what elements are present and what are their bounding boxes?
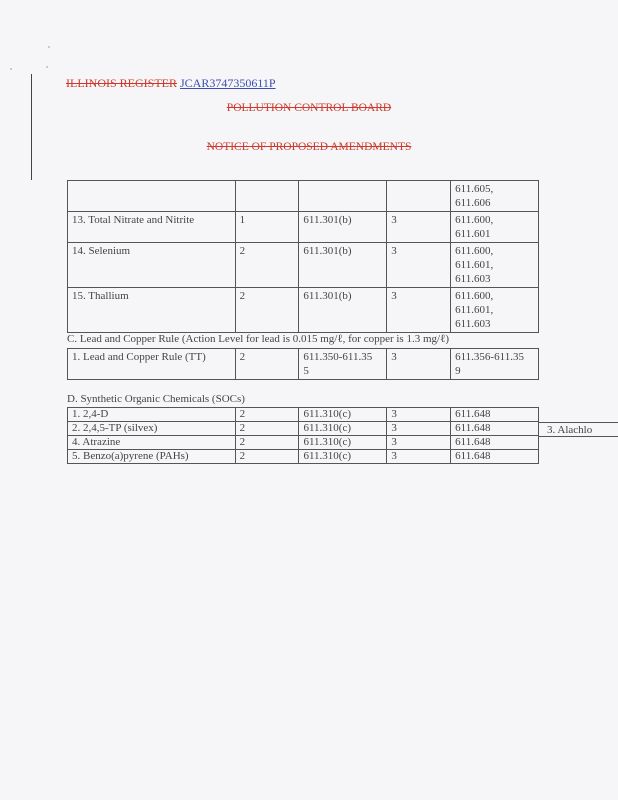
table-row (68, 422, 539, 436)
table-row (68, 349, 539, 380)
table-cell-col3: 611.301(b) (299, 288, 387, 333)
table-cell-name: 13. Total Nitrate and Nitrite (68, 212, 236, 243)
table-row (68, 408, 539, 422)
table-cell-col2 (235, 181, 299, 212)
table-cell-col5: 611.648 (451, 450, 539, 464)
board-heading: POLLUTION CONTROL BOARD (226, 102, 392, 114)
table-cell-col4: 3 (387, 243, 451, 288)
notice-heading: NOTICE OF PROPOSED AMENDMENTS (206, 141, 412, 153)
table-row (68, 243, 539, 288)
table-cell-col5: 611.600, 611.601, 611.603 (451, 243, 539, 288)
table-row (68, 212, 539, 243)
table-cell-col4 (387, 181, 451, 212)
table-row (68, 450, 539, 464)
table-cell-col4: 3 (387, 349, 451, 380)
table-cell-col5: 611.600, 611.601, 611.603 (451, 288, 539, 333)
table-row (68, 436, 539, 450)
table-cell-name: 1. Lead and Copper Rule (TT) (68, 349, 236, 380)
table-cell-col4: 3 (387, 450, 451, 464)
table-cell-col2: 2 (235, 422, 299, 436)
table-cell-name: 2. 2,4,5-TP (silvex) (68, 422, 236, 436)
section-c-heading: C. Lead and Copper Rule (Action Level for lead is 0.015 mg/ℓ, for copper is 1.3 mg/ℓ) (67, 333, 450, 345)
table-cell-col4: 3 (387, 408, 451, 422)
table-row (68, 181, 539, 212)
revision-margin-bar (31, 74, 32, 180)
table-cell-col3: 611.310(c) (299, 422, 387, 436)
lead-copper-table (67, 348, 539, 380)
table-cell-col3 (299, 181, 387, 212)
table-cell-name (68, 181, 236, 212)
table-cell-col4: 3 (387, 436, 451, 450)
table-cell-col2: 2 (235, 436, 299, 450)
stray-table-cell: 3. Alachlo (538, 422, 618, 437)
table-cell-col4: 3 (387, 212, 451, 243)
table-cell-col2: 2 (235, 349, 299, 380)
table-cell-name: 15. Thallium (68, 288, 236, 333)
table-cell-col3: 611.350-611.35 5 (299, 349, 387, 380)
register-inserted-text: JCAR3747350611P (180, 76, 276, 90)
table-cell-name: 1. 2,4-D (68, 408, 236, 422)
table-cell-col2: 2 (235, 288, 299, 333)
scan-speck (46, 66, 48, 68)
scan-speck (10, 68, 12, 70)
table-cell-name: 14. Selenium (68, 243, 236, 288)
table-cell-col3: 611.301(b) (299, 243, 387, 288)
table-cell-col5: 611.648 (451, 408, 539, 422)
register-struck-text: ILLINOIS REGISTER (66, 76, 177, 90)
table-cell-col5: 611.605, 611.606 (451, 181, 539, 212)
table-cell-col4: 3 (387, 288, 451, 333)
table-cell-col3: 611.301(b) (299, 212, 387, 243)
section-d-heading: D. Synthetic Organic Chemicals (SOCs) (67, 393, 245, 405)
table-cell-col5: 611.648 (451, 436, 539, 450)
table-cell-col3: 611.310(c) (299, 408, 387, 422)
table-cell-name: 4. Atrazine (68, 436, 236, 450)
scan-speck (48, 46, 50, 48)
table-cell-name: 5. Benzo(a)pyrene (PAHs) (68, 450, 236, 464)
table-cell-col2: 1 (235, 212, 299, 243)
register-header (66, 76, 276, 91)
table-cell-col3: 611.310(c) (299, 450, 387, 464)
table-cell-col3: 611.310(c) (299, 436, 387, 450)
table-cell-col5: 611.600, 611.601 (451, 212, 539, 243)
table-cell-col2: 2 (235, 243, 299, 288)
table-row (68, 288, 539, 333)
table-cell-col2: 2 (235, 408, 299, 422)
soc-table (67, 407, 539, 464)
table-cell-col4: 3 (387, 422, 451, 436)
table-cell-col2: 2 (235, 450, 299, 464)
table-cell-col5: 611.356-611.35 9 (451, 349, 539, 380)
inorganic-table (67, 180, 539, 333)
table-cell-col5: 611.648 (451, 422, 539, 436)
